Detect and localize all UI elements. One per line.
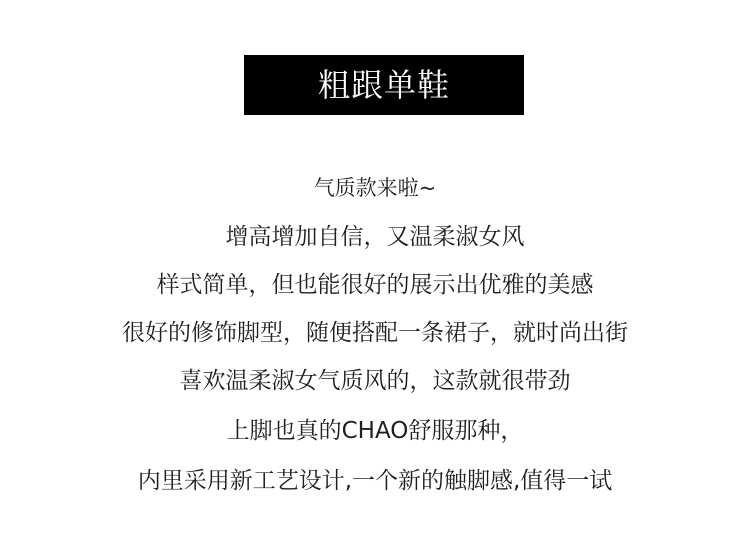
description-line-7: 内里采用新工艺设计,一个新的触脚感,值得一试 <box>137 468 613 494</box>
description-line-4: 很好的修饰脚型，随便搭配一条裙子，就时尚出街 <box>122 320 628 346</box>
description-line-1: 气质款来啦~ <box>313 176 437 200</box>
title-banner <box>244 55 524 115</box>
description-line-2: 增高增加自信，又温柔淑女风 <box>225 224 525 250</box>
description-line-6: 上脚也真的CHAO舒服那种， <box>226 418 524 444</box>
page-title: 粗跟单鞋 <box>317 66 450 104</box>
description-line-3: 样式简单，但也能很好的展示出优雅的美感 <box>156 272 594 298</box>
description-line-5: 喜欢温柔淑女气质风的，这款就很带劲 <box>179 368 571 394</box>
